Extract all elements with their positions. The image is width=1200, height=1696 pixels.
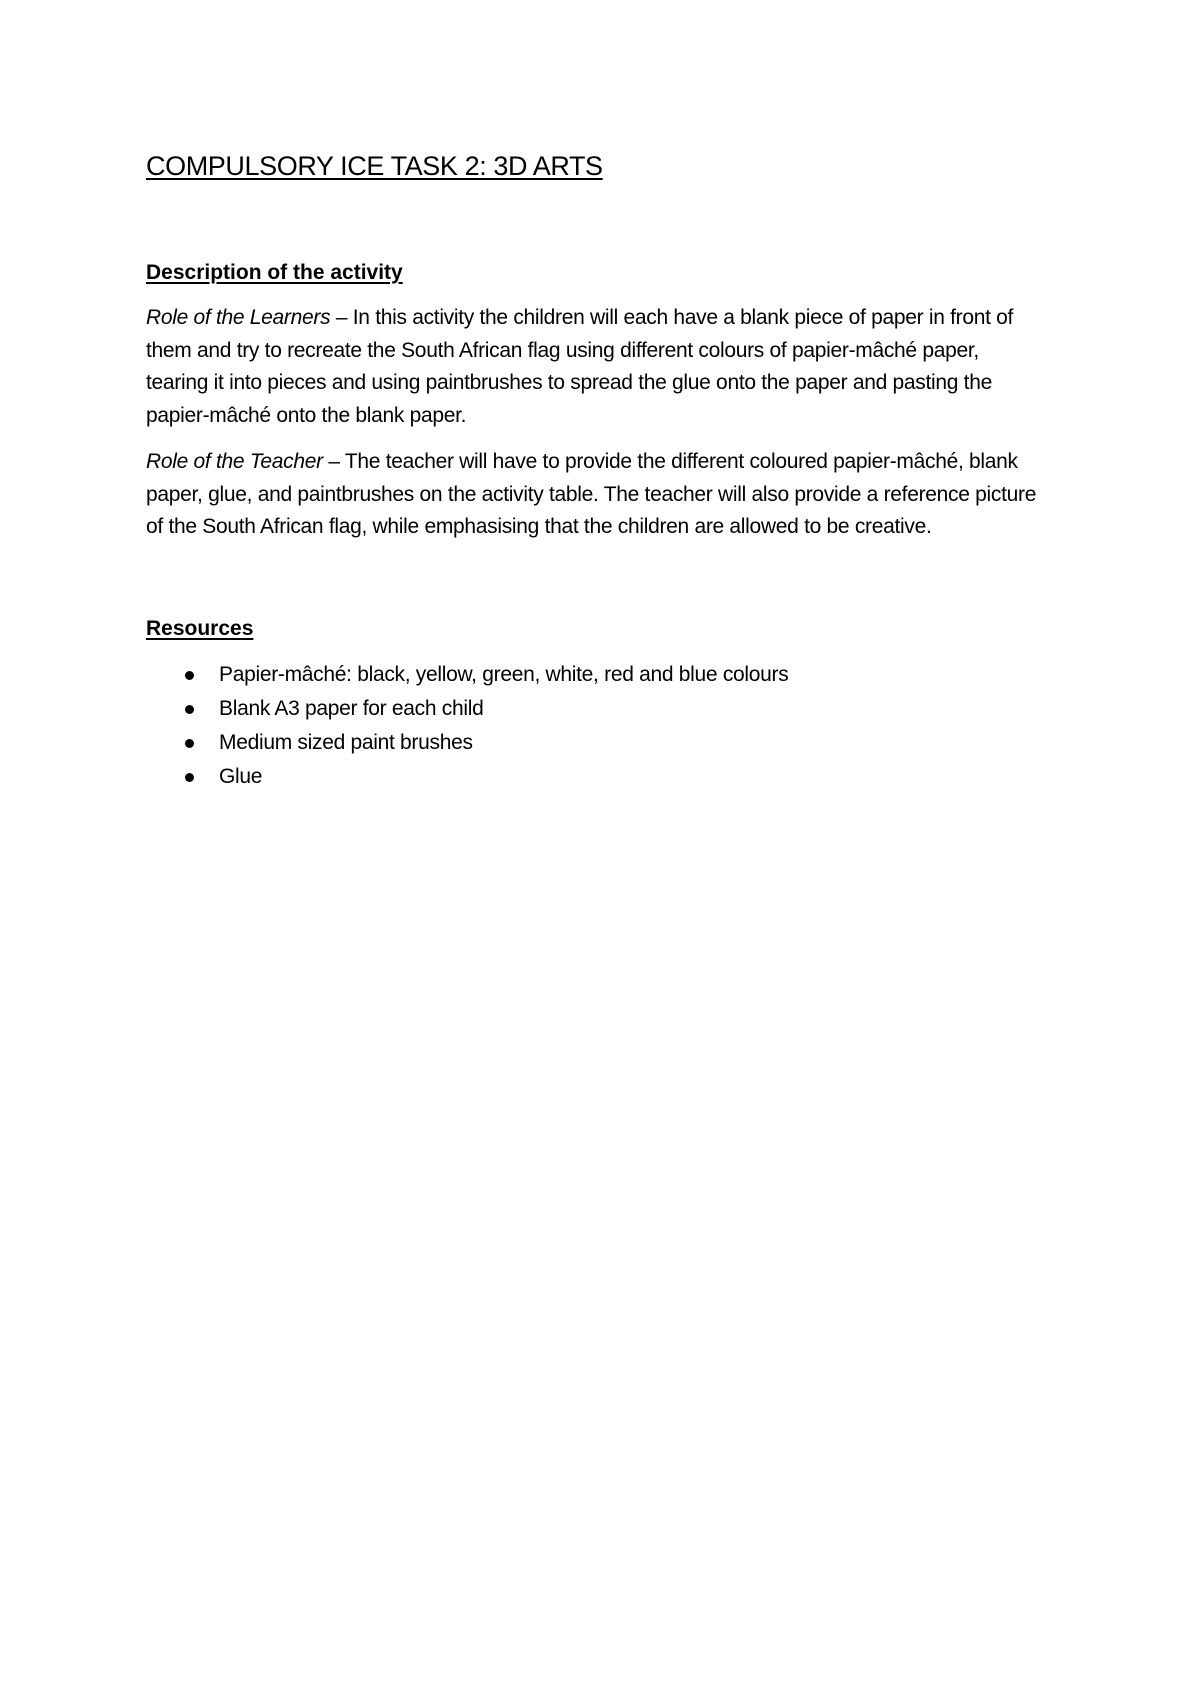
learners-role-label: Role of the Learners bbox=[146, 306, 331, 329]
resource-item-papier-mache bbox=[146, 658, 1046, 692]
bullet-icon bbox=[185, 773, 194, 782]
resource-item-brushes bbox=[146, 726, 1046, 760]
teacher-role-label: Role of the Teacher bbox=[146, 450, 323, 473]
teacher-role-text: – The teacher will have to provide the different coloured papier-mâché, blank paper, glue, and paintbrushes on the activity table. The teacher will also provide a reference picture of the South African flag, while emphasising that the children are allowed to be creative. bbox=[146, 450, 1037, 538]
resources-list bbox=[146, 658, 1046, 794]
bullet-icon bbox=[185, 705, 194, 714]
resource-item-text: Blank A3 paper for each child bbox=[219, 696, 484, 720]
learners-role-paragraph bbox=[146, 302, 1046, 432]
document-title: COMPULSORY ICE TASK 2: 3D ARTS bbox=[146, 151, 603, 181]
resource-item-text: Glue bbox=[219, 764, 263, 788]
bullet-icon bbox=[185, 671, 194, 680]
learners-role-text: – In this activity the children will each have a blank piece of paper in front of them and try to recreate the South African flag using different colours of papier-mâché paper, tearing it into pieces and using paintbrushes to spread the glue onto the paper and pasting the papier-mâché onto the blank paper. bbox=[146, 306, 1014, 427]
document-content bbox=[146, 146, 1046, 794]
teacher-role-paragraph bbox=[146, 446, 1046, 544]
resource-item-text: Papier-mâché: black, yellow, green, white, red and blue colours bbox=[219, 662, 789, 686]
description-heading: Description of the activity bbox=[146, 261, 403, 284]
resources-heading: Resources bbox=[146, 616, 254, 640]
resource-item-glue bbox=[146, 760, 1046, 794]
bullet-icon bbox=[185, 739, 194, 748]
resource-item-paper bbox=[146, 692, 1046, 726]
resource-item-text: Medium sized paint brushes bbox=[219, 730, 473, 754]
